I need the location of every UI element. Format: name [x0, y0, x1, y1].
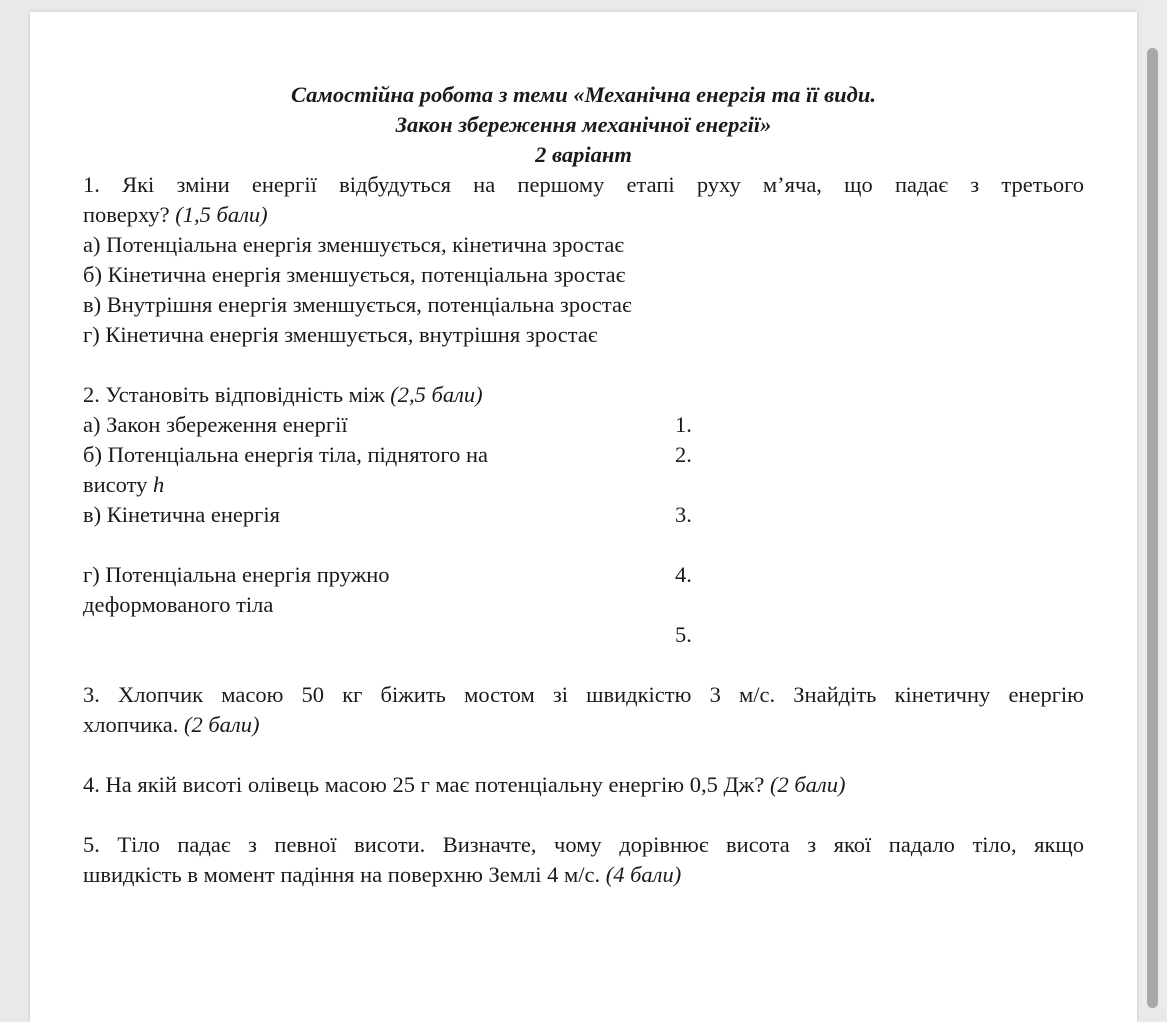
q4-text: 4. На якій висоті олівець масою 25 г має потенціальну енергію 0,5 Дж? [83, 772, 765, 797]
q3-text-end: хлопчика. [83, 712, 179, 737]
q2-right-5: 5. [675, 622, 692, 647]
q1-text-line-1: 1. Які зміни енергії відбудуться на першому етапі руху м’яча, що падає з третього [83, 172, 1084, 197]
q3-text-line-2 [83, 710, 1084, 740]
q2-prompt: 2. Установіть відповідність між [83, 382, 385, 407]
q1-option-a: а) Потенціальна енергія зменшується, кінетична зростає [83, 232, 624, 257]
q4-text-line [83, 770, 1084, 800]
q2-left-a: а) Закон збереження енергії [83, 412, 348, 437]
q2-left-b-var: h [153, 472, 165, 497]
q5-points: (4 бали) [605, 862, 682, 887]
q3-text-line-1: 3. Хлопчик масою 50 кг біжить мостом зі швидкістю 3 м/с. Знайдіть кінетичну енергію [83, 682, 1084, 707]
q2-left-b-line-2 [83, 470, 563, 500]
q2-row-7 [83, 590, 1084, 620]
q1-text-line-2 [83, 200, 1084, 230]
document-content [83, 80, 1084, 890]
q2-row-6 [83, 560, 1084, 590]
q4-points: (2 бали) [769, 772, 846, 797]
q1-option-b: б) Кінетична енергія зменшується, потенціальна зростає [83, 262, 626, 287]
q2-left-d-line-1: г) Потенціальна енергія пружно [83, 562, 390, 587]
q2-right-2: 2. [675, 442, 692, 467]
q3-points: (2 бали) [183, 712, 260, 737]
title-line-2: Закон збереження механічної енергії» [395, 112, 772, 137]
q2-left-c: в) Кінетична енергія [83, 502, 280, 527]
q2-right-3: 3. [675, 502, 692, 527]
q2-row-3 [83, 470, 1084, 500]
q1-text-end: поверху? [83, 202, 170, 227]
q5-text-line-1: 5. Тіло падає з певної висоти. Визначте, чому дорівнює висота з якої падало тіло, якщо [83, 832, 1084, 857]
q2-right-4: 4. [675, 562, 692, 587]
scrollbar-thumb[interactable] [1147, 48, 1158, 1008]
q1-points: (1,5 бали) [175, 202, 268, 227]
q2-left-b-line-1: б) Потенціальна енергія тіла, піднятого на [83, 442, 488, 467]
q2-left-b-prefix: висоту [83, 472, 148, 497]
q5-text-end: швидкість в момент падіння на поверхню Землі 4 м/с. [83, 862, 601, 887]
q2-row-1 [83, 410, 1084, 440]
title-variant: 2 варіант [535, 142, 632, 167]
q2-text [83, 380, 1084, 410]
q2-right-1: 1. [675, 412, 692, 437]
q2-row-2 [83, 440, 1084, 470]
q1-option-d: г) Кінетична енергія зменшується, внутрішня зростає [83, 322, 598, 347]
q2-points: (2,5 бали) [390, 382, 483, 407]
title-line-1: Самостійна робота з теми «Механічна енергія та її види. [291, 82, 876, 107]
q2-left-d-line-2: деформованого тіла [83, 592, 274, 617]
q2-row-4 [83, 500, 1084, 530]
q2-row-8 [83, 620, 1084, 650]
q1-option-c: в) Внутрішня енергія зменшується, потенціальна зростає [83, 292, 632, 317]
q5-text-line-2 [83, 860, 1084, 890]
